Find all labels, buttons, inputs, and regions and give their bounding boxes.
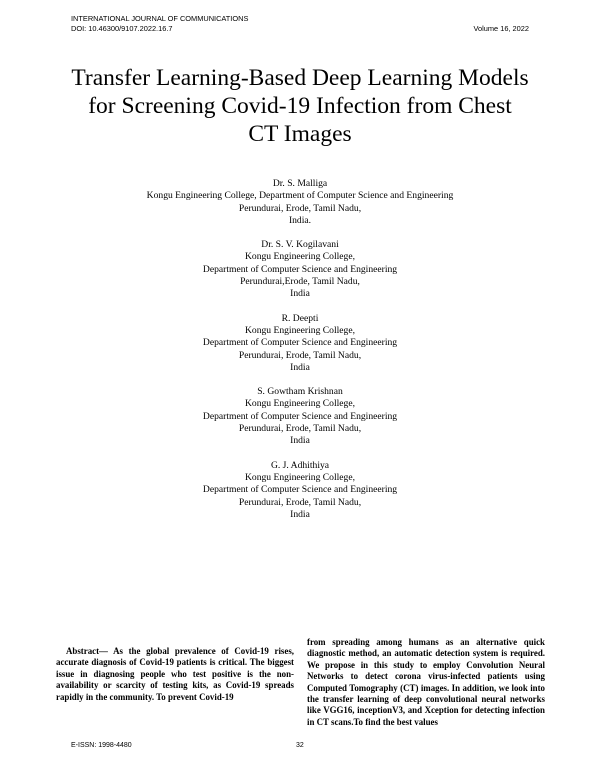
author-affiliation: Kongu Engineering College, xyxy=(244,251,356,263)
title-line: for Screening Covid-19 Infection from Chest xyxy=(88,93,512,119)
title-line: CT Images xyxy=(248,121,352,147)
author-department: Department of Computer Science and Engineering xyxy=(202,337,398,349)
author-location: Perundurai,Erode, Tamil Nadu, xyxy=(240,276,360,288)
title-line: Transfer Learning-Based Deep Learning Models xyxy=(71,65,529,91)
abstract-left-column xyxy=(56,646,294,703)
author-affiliation: Kongu Engineering College, xyxy=(244,398,356,410)
author-block xyxy=(40,313,560,374)
author-location: Perundurai, Erode, Tamil Nadu, xyxy=(238,202,362,214)
author-department: Department of Computer Science and Engineering xyxy=(202,263,398,275)
doi: DOI: 10.46300/9107.2022.16.7 xyxy=(71,24,173,33)
author-country: India xyxy=(290,435,310,447)
author-block xyxy=(40,460,560,521)
author-name: Dr. S. Malliga xyxy=(272,178,328,189)
author-affiliation: Kongu Engineering College, xyxy=(244,324,356,336)
author-name: G. J. Adhithiya xyxy=(270,459,330,471)
abstract-text: Abstract— As the global prevalence of Covid-19 rises, accurate diagnosis of Covid-19 patients is critical. The biggest issue in diagnosing people who test positive is the non-availability or scarcity of testing kits, as Covid-19 spreads rapidly in the community. To prevent Covid-19 xyxy=(56,646,294,702)
author-location: Perundurai, Erode, Tamil Nadu, xyxy=(238,423,362,435)
issn: E-ISSN: 1998-4480 xyxy=(71,742,132,749)
author-location: Perundurai, Erode, Tamil Nadu, xyxy=(238,496,362,508)
author-affiliation: Kongu Engineering College, Department of Computer Science and Engineering xyxy=(146,190,454,202)
author-department: Department of Computer Science and Engineering xyxy=(202,410,398,422)
author-location: Perundurai, Erode, Tamil Nadu, xyxy=(238,349,362,361)
page-number: 32 xyxy=(296,742,304,749)
author-block xyxy=(40,178,560,227)
author-country: India xyxy=(290,288,310,300)
abstract-right-column xyxy=(307,637,545,728)
author-list xyxy=(40,178,560,533)
author-name: S. Gowtham Krishnan xyxy=(257,386,343,398)
author-country: India. xyxy=(288,214,312,226)
paper-title xyxy=(40,64,560,148)
author-affiliation: Kongu Engineering College, xyxy=(244,471,356,483)
author-department: Department of Computer Science and Engineering xyxy=(202,484,398,496)
journal-name: INTERNATIONAL JOURNAL OF COMMUNICATIONS xyxy=(71,14,249,23)
abstract-text-continued: from spreading among humans as an alternative quick diagnostic method, an automatic detection system is required. We propose in this study to employ Convolution Neural Networks to detect corona virus-infected patients using Computed Tomography (CT) images. In addition, we look into the transfer learning of deep convolutional neural networks like VGG16, inceptionV3, and Xception for detecting infection in CT scans.To find the best values xyxy=(307,637,545,727)
volume: Volume 16, 2022 xyxy=(473,24,529,33)
author-country: India xyxy=(290,508,310,520)
author-country: India xyxy=(290,361,310,373)
author-name: R. Deepti xyxy=(281,312,319,324)
author-block xyxy=(40,239,560,300)
author-name: Dr. S. V. Kogilavani xyxy=(261,239,339,251)
author-block xyxy=(40,386,560,447)
